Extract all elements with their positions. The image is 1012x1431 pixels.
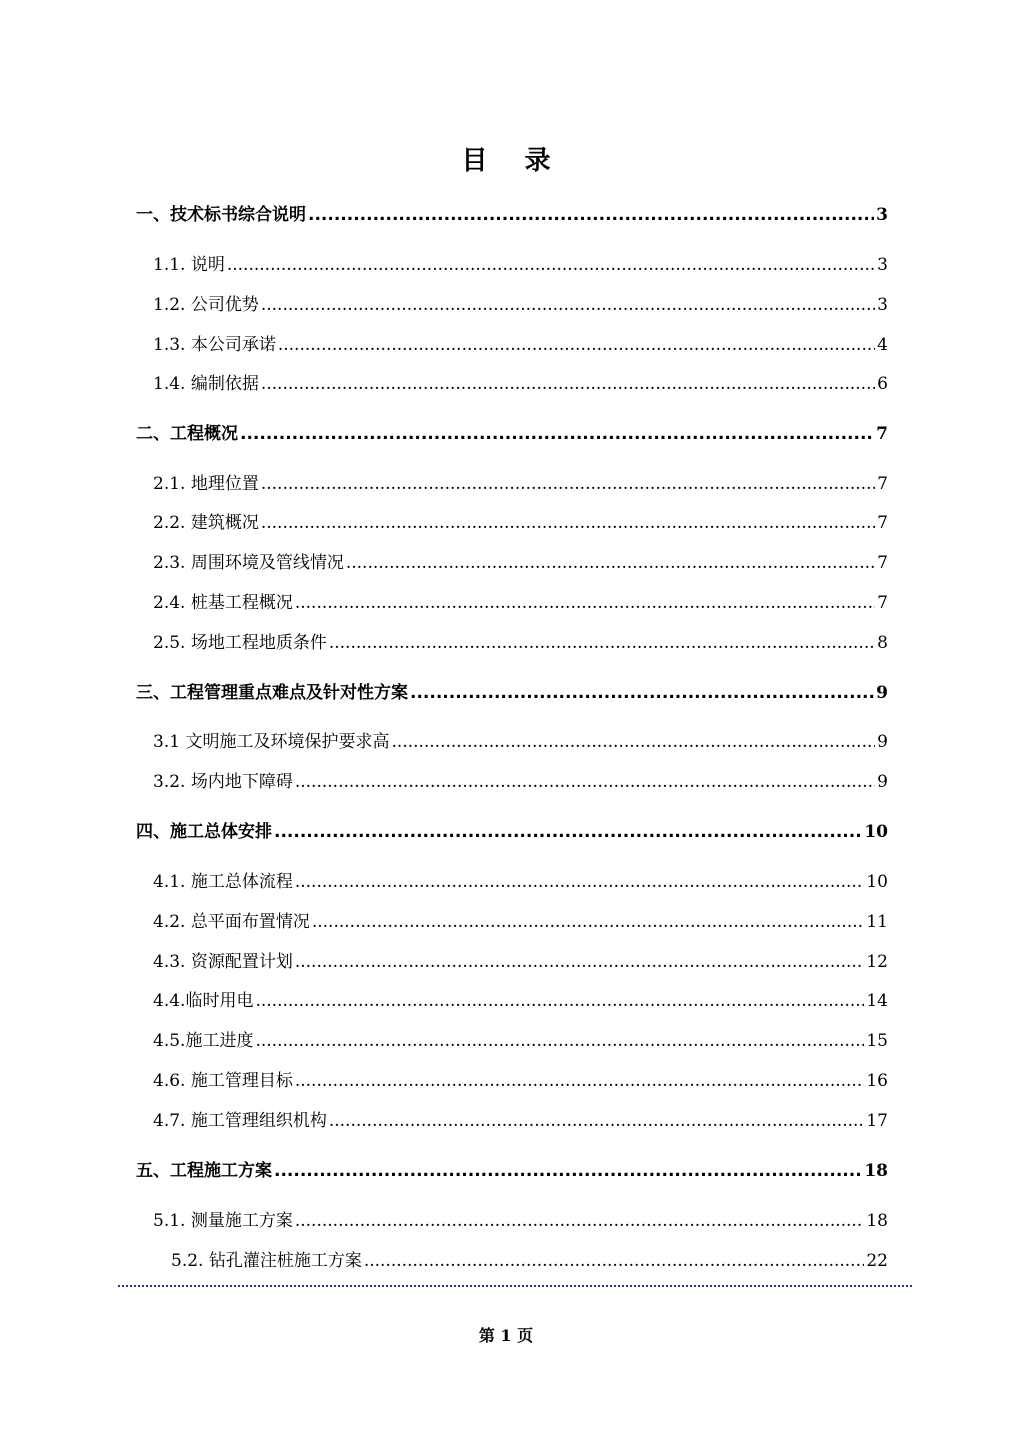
toc-leader bbox=[346, 550, 875, 576]
toc-entry-label: 3.2. 场内地下障碍 bbox=[153, 772, 293, 792]
toc-entry[interactable] bbox=[153, 949, 888, 975]
toc-leader bbox=[295, 949, 865, 975]
toc-leader bbox=[329, 630, 875, 656]
toc-entry-label: 4.1. 施工总体流程 bbox=[153, 872, 293, 892]
toc-entry-label: 1.4. 编制依据 bbox=[153, 374, 259, 394]
toc-entry[interactable] bbox=[153, 729, 888, 755]
toc-entry-page: 10 bbox=[866, 872, 888, 892]
toc-leader bbox=[261, 292, 875, 318]
toc-entry[interactable] bbox=[153, 471, 888, 497]
toc-entry-page: 7 bbox=[877, 513, 888, 533]
toc-entry[interactable] bbox=[153, 769, 888, 795]
toc-entry-label: 1.2. 公司优势 bbox=[153, 295, 259, 315]
toc-entry-label: 2.1. 地理位置 bbox=[153, 474, 259, 494]
toc-entry-label: 2.3. 周围环境及管线情况 bbox=[153, 553, 344, 573]
toc-entry[interactable] bbox=[153, 590, 888, 616]
toc-entry-label: 4.4.临时用电 bbox=[153, 991, 254, 1011]
toc-entry[interactable] bbox=[153, 371, 888, 397]
toc-entry-page: 9 bbox=[877, 772, 888, 792]
toc-entry[interactable] bbox=[153, 1028, 888, 1054]
toc-leader bbox=[227, 252, 875, 278]
toc-entry[interactable] bbox=[153, 1068, 888, 1094]
toc-entry-label: 1.3. 本公司承诺 bbox=[153, 335, 276, 355]
toc-entry-page: 16 bbox=[866, 1071, 888, 1091]
page-title: 目 录 bbox=[461, 146, 565, 176]
toc-leader bbox=[255, 988, 864, 1014]
toc-entry[interactable] bbox=[136, 819, 888, 845]
toc-entry-page: 7 bbox=[877, 474, 888, 494]
toc-leader bbox=[410, 680, 874, 706]
toc-leader bbox=[391, 729, 875, 755]
toc-entry-label: 四、施工总体安排 bbox=[136, 822, 272, 842]
toc-entry[interactable] bbox=[153, 510, 888, 536]
toc-entry-label: 一、技术标书综合说明 bbox=[136, 205, 306, 225]
toc-leader bbox=[274, 819, 862, 845]
toc-entry[interactable] bbox=[171, 1248, 888, 1274]
toc-entry-label: 2.4. 桩基工程概况 bbox=[153, 593, 293, 613]
toc-entry-page: 7 bbox=[876, 424, 888, 444]
toc-entry-label: 4.7. 施工管理组织机构 bbox=[153, 1111, 327, 1131]
toc-entry-label: 3.1 文明施工及环境保护要求高 bbox=[153, 732, 390, 752]
toc-entry[interactable] bbox=[153, 988, 888, 1014]
page-number: 第 1 页 bbox=[478, 1326, 534, 1345]
toc-entry-page: 9 bbox=[877, 732, 888, 752]
toc-entry[interactable] bbox=[153, 252, 888, 278]
toc-entry-page: 11 bbox=[866, 912, 888, 932]
footer-divider bbox=[118, 1285, 912, 1287]
toc-entry-label: 2.5. 场地工程地质条件 bbox=[153, 633, 327, 653]
toc-entry-page: 4 bbox=[877, 335, 888, 355]
toc-leader bbox=[364, 1248, 865, 1274]
toc-leader bbox=[295, 1068, 865, 1094]
toc-entry-page: 6 bbox=[877, 374, 888, 394]
toc-leader bbox=[261, 371, 875, 397]
toc-entry-page: 10 bbox=[864, 822, 888, 842]
toc-entry-page: 15 bbox=[866, 1031, 888, 1051]
toc-leader bbox=[240, 421, 874, 447]
toc-leader bbox=[278, 332, 875, 358]
toc-entry-page: 17 bbox=[866, 1111, 888, 1131]
toc-entry[interactable] bbox=[136, 202, 888, 228]
toc-entry-label: 4.5.施工进度 bbox=[153, 1031, 254, 1051]
toc-leader bbox=[295, 769, 875, 795]
toc-entry[interactable] bbox=[136, 1158, 888, 1184]
toc-entry-page: 3 bbox=[877, 255, 888, 275]
toc-entry-page: 9 bbox=[876, 683, 888, 703]
toc-entry-label: 五、工程施工方案 bbox=[136, 1161, 272, 1181]
toc-leader bbox=[329, 1108, 865, 1134]
toc-entry[interactable] bbox=[153, 909, 888, 935]
toc-entry[interactable] bbox=[136, 680, 888, 706]
toc-entry[interactable] bbox=[153, 550, 888, 576]
toc-entry-label: 2.2. 建筑概况 bbox=[153, 513, 259, 533]
toc-entry-page: 7 bbox=[877, 553, 888, 573]
toc-entry-page: 3 bbox=[877, 295, 888, 315]
toc-leader bbox=[261, 471, 875, 497]
toc-entry-label: 5.1. 测量施工方案 bbox=[153, 1211, 293, 1231]
toc-entry-label: 5.2. 钻孔灌注桩施工方案 bbox=[171, 1251, 362, 1271]
toc-entry-label: 三、工程管理重点难点及针对性方案 bbox=[136, 683, 408, 703]
toc-leader bbox=[274, 1158, 862, 1184]
toc-leader bbox=[312, 909, 865, 935]
toc-entry[interactable] bbox=[153, 292, 888, 318]
toc-leader bbox=[295, 869, 865, 895]
toc-leader bbox=[295, 1208, 865, 1234]
toc-entry-page: 7 bbox=[877, 593, 888, 613]
toc-entry-label: 4.6. 施工管理目标 bbox=[153, 1071, 293, 1091]
toc-entry-page: 18 bbox=[864, 1161, 888, 1181]
toc-entry[interactable] bbox=[153, 630, 888, 656]
toc-leader bbox=[295, 590, 875, 616]
toc-entry-label: 4.3. 资源配置计划 bbox=[153, 952, 293, 972]
toc-entry-page: 12 bbox=[866, 952, 888, 972]
toc-entry[interactable] bbox=[136, 421, 888, 447]
toc-entry[interactable] bbox=[153, 332, 888, 358]
toc-entry-label: 1.1. 说明 bbox=[153, 255, 225, 275]
toc-entry-page: 14 bbox=[866, 991, 888, 1011]
toc-entry-page: 3 bbox=[876, 205, 888, 225]
toc-entry[interactable] bbox=[153, 869, 888, 895]
toc-entry-label: 二、工程概况 bbox=[136, 424, 238, 444]
toc-entry-page: 18 bbox=[866, 1211, 888, 1231]
toc-entry[interactable] bbox=[153, 1108, 888, 1134]
toc-leader bbox=[255, 1028, 864, 1054]
toc-leader bbox=[261, 510, 875, 536]
toc-entry[interactable] bbox=[153, 1208, 888, 1234]
toc-entry-page: 8 bbox=[877, 633, 888, 653]
toc-entry-page: 22 bbox=[866, 1251, 888, 1271]
toc-leader bbox=[308, 202, 874, 228]
toc-entry-label: 4.2. 总平面布置情况 bbox=[153, 912, 310, 932]
